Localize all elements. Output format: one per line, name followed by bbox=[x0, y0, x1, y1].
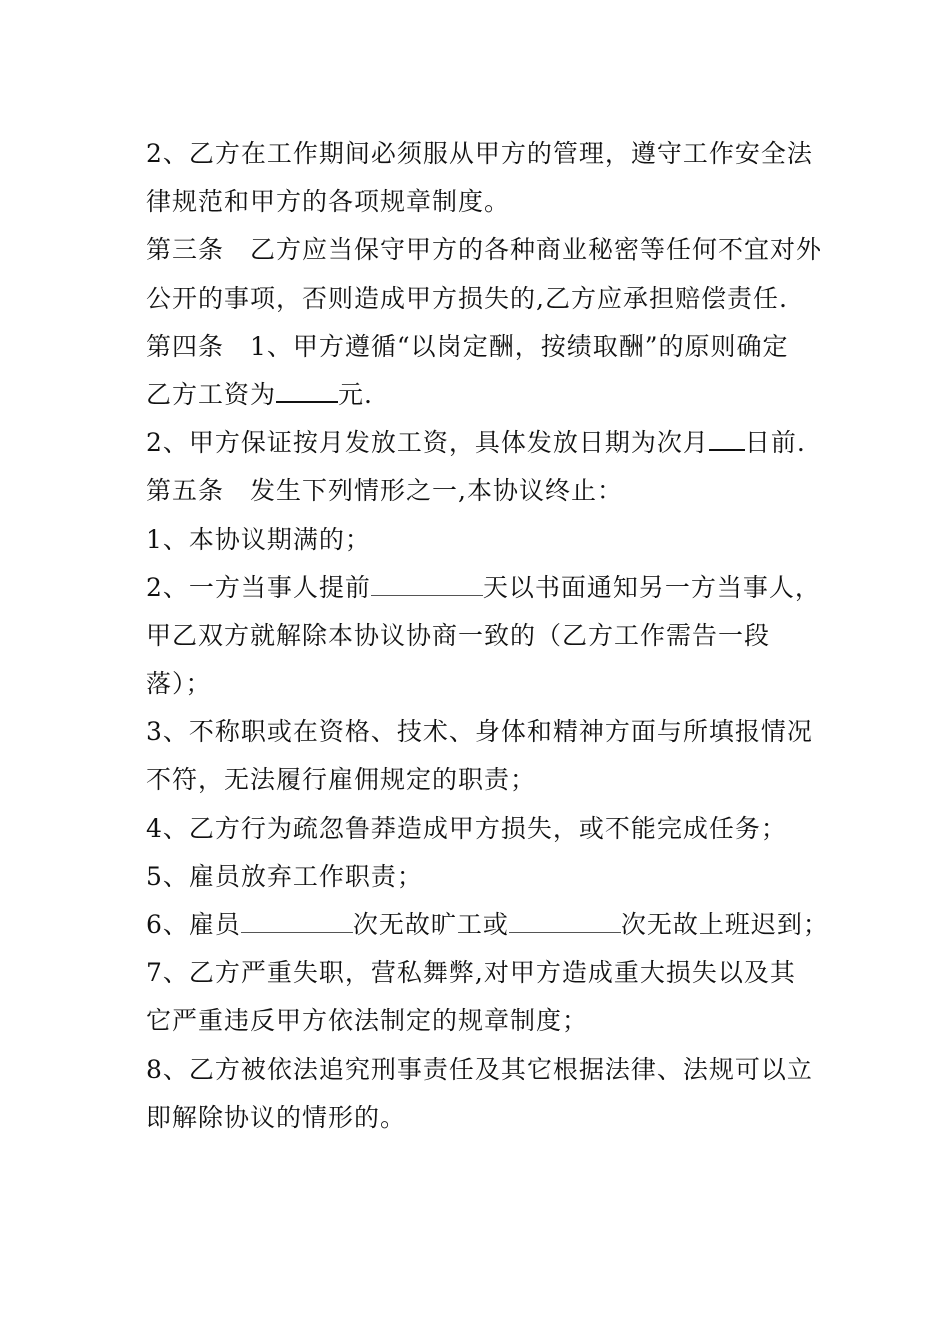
text-segment: 2、乙方在工作期间必须服从甲方的管理，遵守工作安全法 bbox=[146, 139, 813, 168]
text-segment: 5、雇员放弃工作职责； bbox=[146, 861, 423, 891]
text-line bbox=[146, 901, 829, 949]
text-segment: 乙方工资为 bbox=[146, 379, 277, 409]
text-line bbox=[146, 419, 826, 467]
text-line bbox=[146, 660, 826, 708]
pay-day-blank bbox=[709, 421, 745, 451]
text-line bbox=[146, 275, 826, 323]
text-line bbox=[146, 1094, 826, 1142]
text-line bbox=[146, 323, 826, 371]
text-segment: 即解除协议的情形的。 bbox=[146, 1102, 407, 1132]
text-segment: 第四条 1、甲方遵循“以岗定酬，按绩取酬”的原则确定 bbox=[146, 331, 789, 361]
text-line bbox=[146, 178, 826, 226]
contract-body bbox=[146, 130, 829, 1142]
text-segment: 元. bbox=[338, 379, 373, 409]
absence-count-blank bbox=[241, 904, 353, 933]
text-segment: 第三条 乙方应当保守甲方的各种商业秘密等任何不宜对外 bbox=[146, 235, 823, 265]
text-segment: 1、本协议期满的； bbox=[146, 524, 371, 554]
text-segment: 第五条 发生下列情形之一,本协议终止： bbox=[146, 476, 623, 506]
text-segment: 8、乙方被依法追究刑事责任及其它根据法律、法规可以立 bbox=[146, 1054, 813, 1084]
text-segment: 律规范和甲方的各项规章制度。 bbox=[146, 187, 511, 217]
text-line bbox=[146, 612, 826, 660]
late-count-blank bbox=[509, 904, 621, 933]
text-line bbox=[146, 853, 826, 901]
text-line bbox=[146, 1046, 826, 1094]
text-line bbox=[146, 756, 826, 804]
text-line bbox=[146, 805, 826, 853]
text-segment: 天以书面通知另一方当事人， bbox=[482, 572, 821, 602]
text-line bbox=[146, 708, 826, 756]
text-segment: 次无故旷工或 bbox=[352, 910, 509, 939]
text-segment: 不符，无法履行雇佣规定的职责； bbox=[146, 765, 537, 795]
text-segment: 7、乙方严重失职，营私舞弊,对甲方造成重大损失以及其 bbox=[146, 958, 796, 988]
text-segment: 3、不称职或在资格、技术、身体和精神方面与所填报情况 bbox=[146, 717, 813, 747]
text-line bbox=[146, 371, 826, 419]
text-line bbox=[146, 130, 826, 178]
text-segment: 2、一方当事人提前 bbox=[146, 572, 371, 602]
text-segment: 甲乙双方就解除本协议协商一致的（乙方工作需告一段 bbox=[146, 620, 771, 650]
text-line bbox=[146, 516, 826, 564]
text-segment: 4、乙方行为疏忽鲁莽造成甲方损失，或不能完成任务； bbox=[146, 813, 787, 843]
text-line bbox=[146, 226, 826, 274]
text-segment: 次无故上班迟到； bbox=[620, 910, 829, 939]
text-segment: 落）； bbox=[146, 669, 212, 699]
text-line bbox=[146, 949, 826, 997]
notice-days-blank bbox=[371, 567, 483, 596]
text-segment: 2、甲方保证按月发放工资，具体发放日期为次月 bbox=[146, 428, 709, 458]
text-segment: 公开的事项，否则造成甲方损失的,乙方应承担赔偿责任. bbox=[146, 283, 788, 313]
salary-blank bbox=[276, 373, 338, 403]
text-segment: 日前. bbox=[744, 428, 806, 458]
text-segment: 它严重违反甲方依法制定的规章制度； bbox=[146, 1006, 589, 1036]
text-line bbox=[146, 467, 826, 515]
text-segment: 6、雇员 bbox=[146, 910, 241, 939]
text-line bbox=[146, 997, 826, 1045]
text-line bbox=[146, 564, 826, 612]
